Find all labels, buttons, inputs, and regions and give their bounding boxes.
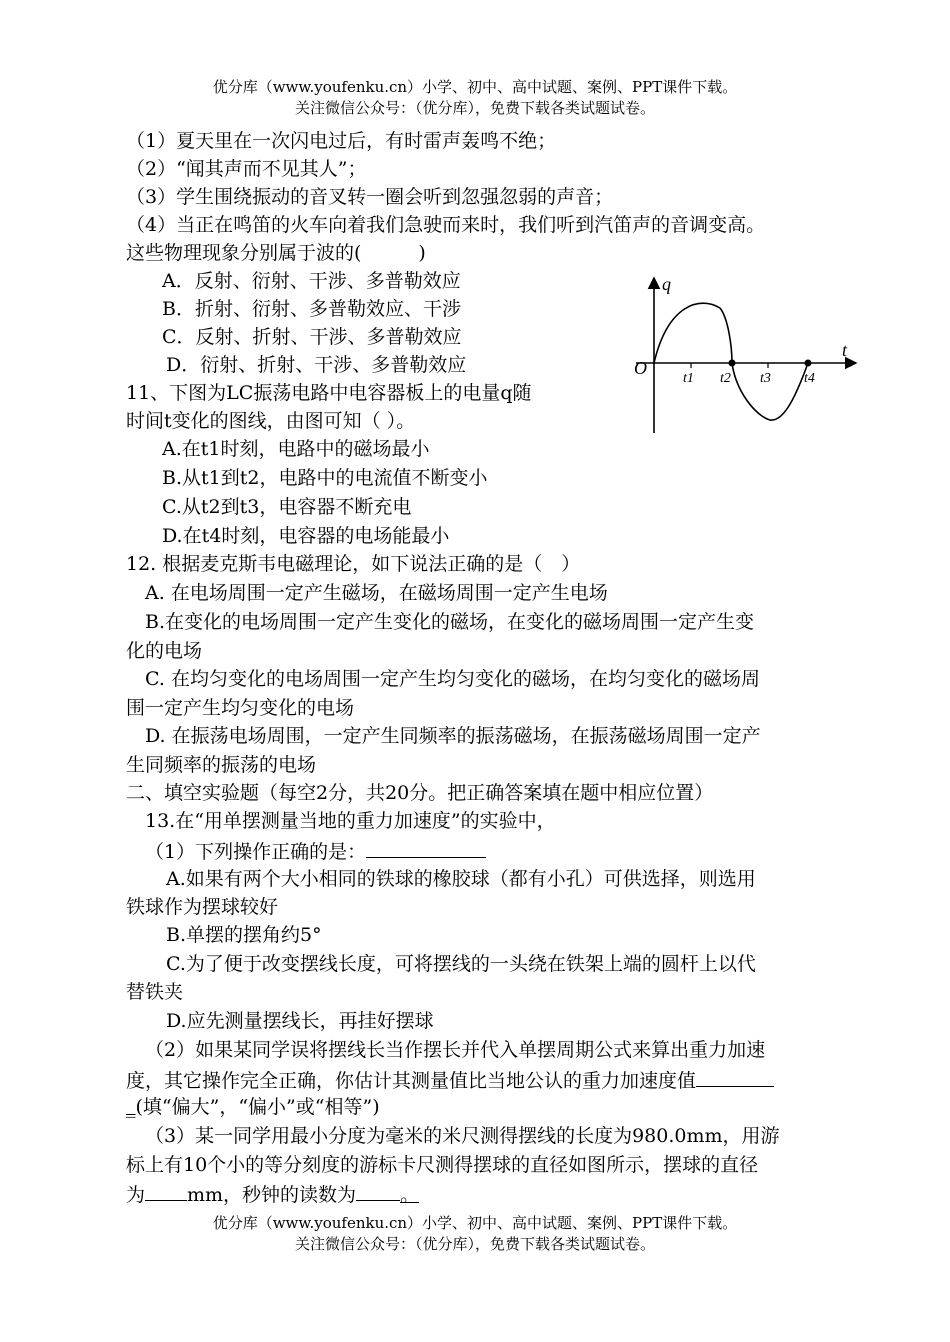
t-axis-label: t [842,340,848,360]
q13-part3-line1: （3）某一同学用最小分度为毫米的米尺测得摆线的长度为980.0mm，用游 [145,1125,780,1147]
q13-part3-line3 [126,1180,419,1208]
q13-part2-choices: (填“偏大”，“偏小”或“相等”) [135,1096,380,1118]
page-header-line2: 关注微信公众号：（优分库），免费下载各类试题试卷。 [294,99,655,117]
q13-part2-line1: （2）如果某同学误将摆线长当作摆长并代入单摆周期公式来算出重力加速 [145,1039,766,1061]
q13-stem: 13.在“用单摆测量当地的重力加速度”的实验中， [145,810,556,832]
q10-option-d: D．衍射、折射、干涉、多普勒效应 [166,354,467,376]
q10-option-b: B．折射、衍射、多普勒效应、干涉 [162,298,461,320]
q13-part2-text: 度，其它操作完全正确，你估计其测量值比当地公认的重力加速度值 [126,1070,697,1092]
q11-option-c: C.从t2到t3，电容器不断充电 [162,496,412,518]
q12-option-b-line1: B.在变化的电场周围一定产生变化的磁场，在变化的磁场周围一定产生变 [145,611,755,633]
q10-option-c: C．反射、折射、干涉、多普勒效应 [162,326,462,348]
q10-option-a: A．反射、衍射、干涉、多普勒效应 [162,270,461,292]
q13-stopwatch-blank[interactable] [356,1180,400,1201]
q13-diameter-blank[interactable] [145,1180,187,1201]
q12-option-d-line1: D. 在振荡电场周围，一定产生同频率的振荡磁场，在振荡磁场周围一定产 [145,725,761,747]
q12-option-d-line2: 生同频率的振荡的电场 [126,754,317,776]
q13-part3-end: 。 [400,1184,420,1206]
q13-option-a-line1: A.如果有两个大小相同的铁球的橡胶球（都有小孔）可供选择，则选用 [166,868,756,890]
t4-label: t4 [804,371,815,386]
q10-phenomenon-2: （2）“闻其声而不见其人”； [126,158,367,180]
q13-option-d: D.应先测量摆线长，再挂好摆球 [166,1010,434,1032]
page-header-line1: 优分库（www.youfenku.cn）小学、初中、高中试题、案例、PPT课件下载。 [212,78,738,96]
q10-phenomenon-3: （3）学生围绕振动的音叉转一圈会听到忽强忽弱的声音； [126,186,614,208]
q10-stem: 这些物理现象分别属于波的( ) [126,242,426,264]
q13-part1-answer-blank[interactable] [366,837,486,858]
q13-part2-blank-tail: _ [126,1096,136,1118]
t4-point [805,360,812,367]
q13-part2-line3 [126,1094,380,1120]
origin-label: O [634,358,647,378]
q13-part1-label: （1）下列操作正确的是： [145,841,367,863]
t2-label: t2 [720,371,731,386]
q13-part2-line2 [126,1066,774,1094]
q12-stem: 12. 根据麦克斯韦电磁理论，如下说法正确的是（ ） [126,553,581,575]
q13-option-c-line1: C.为了便于改变摆线长度，可将摆线的一头绕在铁架上端的圆杆上以代 [166,953,756,975]
q-axis-label: q [662,274,671,294]
section2-heading: 二、填空实验题（每空2分，共20分。把正确答案填在题中相应位置） [126,782,714,804]
page-footer-line1: 优分库（www.youfenku.cn）小学、初中、高中试题、案例、PPT课件下载。 [212,1214,738,1232]
q11-option-a: A.在t1时刻，电路中的磁场最小 [162,438,430,460]
q13-part1-prompt [145,837,486,865]
q13-part3-prefix: 为 [126,1184,146,1206]
q10-phenomenon-4: （4）当正在鸣笛的火车向着我们急驶而来时，我们听到汽笛声的音调变高。 [126,214,766,236]
q13-part3-line2: 标上有10个小的等分刻度的游标卡尺测得摆球的直径如图所示，摆球的直径 [126,1154,759,1176]
t1-label: t1 [683,371,694,386]
q13-option-b: B.单摆的摆角约5° [166,924,322,946]
q13-option-c-line2: 替铁夹 [126,981,184,1003]
q13-option-a-line2: 铁球作为摆球较好 [126,896,279,918]
lc-charge-time-graph [628,268,868,440]
q12-option-c-line1: C. 在均匀变化的电场周围一定产生均匀变化的磁场，在均匀变化的磁场周 [145,668,760,690]
q10-phenomenon-1: （1）夏天里在一次闪电过后，有时雷声轰鸣不绝； [126,130,557,152]
page-footer-line2: 关注微信公众号：（优分库），免费下载各类试题试卷。 [294,1235,655,1253]
q12-option-b-line2: 化的电场 [126,640,203,662]
q11-option-d: D.在t4时刻，电容器的电场能最小 [162,525,450,547]
t3-label: t3 [760,371,771,386]
q11-stem-line1: 11、下图为LC振荡电路中电容器板上的电量q随 [126,382,532,404]
t2-point [729,360,736,367]
q13-part3-middle: mm，秒钟的读数为 [187,1184,357,1206]
q12-option-c-line2: 围一定产生均匀变化的电场 [126,697,355,719]
q11-stem-line2: 时间t变化的图线，由图可知（ ）。 [126,410,416,432]
q12-option-a: A. 在电场周围一定产生磁场，在磁场周围一定产生电场 [145,582,608,604]
q11-option-b: B.从t1到t2，电路中的电流值不断变小 [162,467,488,489]
q13-part2-answer-blank[interactable] [696,1066,774,1087]
